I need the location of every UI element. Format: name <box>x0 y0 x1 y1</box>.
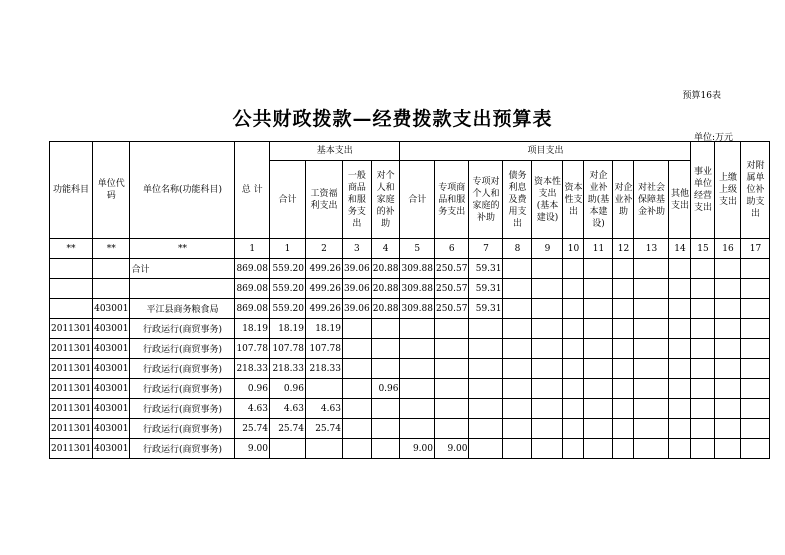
table-cell: 18.19 <box>235 319 270 339</box>
index-cell: ** <box>93 239 130 259</box>
table-cell <box>371 419 400 439</box>
table-cell: 25.74 <box>305 419 342 439</box>
table-cell <box>434 359 469 379</box>
table-cell <box>613 379 634 399</box>
table-row <box>50 339 770 359</box>
table-cell: 218.33 <box>305 359 342 379</box>
index-cell: ** <box>50 239 93 259</box>
table-cell <box>691 379 715 399</box>
table-cell <box>342 439 371 459</box>
index-cell: 14 <box>669 239 691 259</box>
table-cell: 403001 <box>93 379 130 399</box>
table-cell: 18.19 <box>305 319 342 339</box>
index-cell: 5 <box>400 239 435 259</box>
table-cell: 20.88 <box>371 259 400 279</box>
table-cell <box>503 359 532 379</box>
header-enterprise-basic: 对企业补助(基本建设) <box>584 161 613 239</box>
table-cell <box>741 339 770 359</box>
table-row <box>50 259 770 279</box>
table-cell: 20.88 <box>371 279 400 299</box>
table-cell: 2011301 <box>50 359 93 379</box>
table-cell <box>613 359 634 379</box>
table-cell <box>532 419 563 439</box>
table-cell <box>532 259 563 279</box>
table-cell <box>400 359 435 379</box>
table-cell <box>532 399 563 419</box>
table-cell <box>741 359 770 379</box>
table-cell <box>503 279 532 299</box>
header-project-total: 合计 <box>400 161 435 239</box>
unit-label: 单位:万元 <box>693 133 733 143</box>
table-cell <box>503 399 532 419</box>
table-row <box>50 439 770 459</box>
table-cell <box>563 379 584 399</box>
table-cell <box>584 379 613 399</box>
table-cell <box>691 259 715 279</box>
table-code: 预算16表 <box>682 91 721 101</box>
table-cell <box>563 419 584 439</box>
table-cell <box>469 379 503 399</box>
table-cell <box>563 299 584 319</box>
table-cell <box>563 439 584 459</box>
header-unit-code: 单位代码 <box>93 142 130 239</box>
table-cell <box>741 299 770 319</box>
table-cell: 499.26 <box>305 279 342 299</box>
table-cell <box>634 379 669 399</box>
table-cell <box>434 399 469 419</box>
table-cell: 499.26 <box>305 259 342 279</box>
table-cell <box>584 359 613 379</box>
table-cell <box>613 259 634 279</box>
table-cell <box>584 439 613 459</box>
table-cell <box>669 399 691 419</box>
table-cell <box>400 419 435 439</box>
table-cell: 2011301 <box>50 319 93 339</box>
table-cell <box>634 359 669 379</box>
table-cell <box>669 439 691 459</box>
table-cell: 403001 <box>93 419 130 439</box>
table-cell: 403001 <box>93 399 130 419</box>
table-cell <box>613 419 634 439</box>
table-cell <box>371 439 400 459</box>
table-cell <box>532 359 563 379</box>
table-cell: 403001 <box>93 359 130 379</box>
table-cell <box>342 379 371 399</box>
table-cell <box>715 359 741 379</box>
table-cell <box>691 339 715 359</box>
table-row <box>50 319 770 339</box>
table-cell: 869.08 <box>235 259 270 279</box>
table-cell <box>669 419 691 439</box>
table-cell <box>669 379 691 399</box>
table-cell <box>371 339 400 359</box>
index-cell: 3 <box>342 239 371 259</box>
table-cell: 59.31 <box>469 259 503 279</box>
table-cell <box>469 419 503 439</box>
table-cell <box>342 399 371 419</box>
table-cell <box>584 299 613 319</box>
table-cell: 行政运行(商贸事务) <box>130 319 235 339</box>
table-cell: 559.20 <box>269 259 305 279</box>
table-cell <box>469 439 503 459</box>
table-cell <box>584 399 613 419</box>
index-cell: 17 <box>741 239 770 259</box>
table-cell: 行政运行(商贸事务) <box>130 359 235 379</box>
table-row <box>50 299 770 319</box>
table-cell <box>634 439 669 459</box>
table-cell <box>715 279 741 299</box>
index-cell: 12 <box>613 239 634 259</box>
table-cell: 218.33 <box>235 359 270 379</box>
table-cell <box>715 379 741 399</box>
table-cell <box>305 439 342 459</box>
table-cell <box>434 419 469 439</box>
table-cell <box>715 419 741 439</box>
header-business: 事业单位经营支出 <box>691 142 715 239</box>
header-salary: 工资福利支出 <box>305 161 342 239</box>
table-cell <box>715 439 741 459</box>
table-cell: 250.57 <box>434 299 469 319</box>
table-cell <box>342 359 371 379</box>
table-cell <box>469 399 503 419</box>
table-cell: 869.08 <box>235 279 270 299</box>
table-cell <box>691 439 715 459</box>
header-total: 总 计 <box>235 142 270 239</box>
table-cell <box>741 379 770 399</box>
table-cell <box>584 319 613 339</box>
header-other: 其他支出 <box>669 161 691 239</box>
table-cell <box>741 319 770 339</box>
table-cell: 59.31 <box>469 279 503 299</box>
table-cell <box>305 379 342 399</box>
table-cell: 25.74 <box>235 419 270 439</box>
table-cell <box>715 299 741 319</box>
table-row <box>50 359 770 379</box>
table-cell <box>715 399 741 419</box>
table-cell: 25.74 <box>269 419 305 439</box>
table-body <box>50 259 770 459</box>
index-cell: 1 <box>235 239 270 259</box>
table-cell <box>634 319 669 339</box>
table-cell <box>715 339 741 359</box>
table-cell <box>584 419 613 439</box>
table-cell <box>50 279 93 299</box>
table-cell <box>563 339 584 359</box>
table-cell: 行政运行(商贸事务) <box>130 339 235 359</box>
table-cell: 39.06 <box>342 279 371 299</box>
table-cell: 309.88 <box>400 279 435 299</box>
table-cell <box>634 279 669 299</box>
table-cell <box>669 279 691 299</box>
table-cell <box>715 259 741 279</box>
table-cell <box>563 399 584 419</box>
table-row <box>50 379 770 399</box>
table-cell <box>613 279 634 299</box>
header-capital-basic: 资本性支出(基本建设) <box>532 161 563 239</box>
table-cell <box>371 359 400 379</box>
table-row <box>50 399 770 419</box>
table-cell: 559.20 <box>269 299 305 319</box>
table-cell: 0.96 <box>269 379 305 399</box>
table-cell <box>532 319 563 339</box>
table-cell: 合计 <box>130 259 235 279</box>
table-cell <box>50 299 93 319</box>
table-cell <box>741 399 770 419</box>
table-cell: 行政运行(商贸事务) <box>130 399 235 419</box>
table-cell <box>669 259 691 279</box>
table-cell <box>613 339 634 359</box>
table-cell <box>741 259 770 279</box>
header-basic-total: 合计 <box>269 161 305 239</box>
table-cell <box>400 379 435 399</box>
table-cell <box>532 439 563 459</box>
header-special-personal: 专项对个人和家庭的补助 <box>469 161 503 239</box>
index-cell: ** <box>130 239 235 259</box>
table-cell: 行政运行(商贸事务) <box>130 379 235 399</box>
table-cell <box>741 279 770 299</box>
table-cell <box>634 399 669 419</box>
page-title: 公共财政拨款—经费拨款支出预算表 <box>232 108 553 130</box>
table-cell: 4.63 <box>305 399 342 419</box>
index-cell: 9 <box>532 239 563 259</box>
index-cell: 11 <box>584 239 613 259</box>
table-cell: 403001 <box>93 299 130 319</box>
table-cell: 107.78 <box>235 339 270 359</box>
table-cell <box>584 259 613 279</box>
table-cell: 869.08 <box>235 299 270 319</box>
table-cell <box>741 419 770 439</box>
table-cell <box>469 319 503 339</box>
index-cell: 15 <box>691 239 715 259</box>
table-cell <box>563 319 584 339</box>
header-capital: 资本性支出 <box>563 161 584 239</box>
index-cell: 10 <box>563 239 584 259</box>
table-cell <box>584 339 613 359</box>
table-cell: 平江县商务粮食局 <box>130 299 235 319</box>
table-cell: 9.00 <box>400 439 435 459</box>
table-cell <box>669 299 691 319</box>
table-cell <box>503 439 532 459</box>
table-cell <box>400 399 435 419</box>
table-cell <box>469 359 503 379</box>
table-cell <box>691 399 715 419</box>
table-cell <box>503 339 532 359</box>
table-cell: 309.88 <box>400 299 435 319</box>
table-cell <box>532 339 563 359</box>
table-cell <box>691 359 715 379</box>
table-cell <box>269 439 305 459</box>
budget-table <box>49 141 770 459</box>
table-cell <box>342 339 371 359</box>
table-cell <box>669 319 691 339</box>
table-cell <box>634 299 669 319</box>
index-cell: 16 <box>715 239 741 259</box>
table-cell <box>634 339 669 359</box>
table-cell: 107.78 <box>269 339 305 359</box>
header-upper: 上缴上级支出 <box>715 142 741 239</box>
table-cell <box>613 439 634 459</box>
table-row <box>50 279 770 299</box>
table-cell: 250.57 <box>434 259 469 279</box>
table-cell: 107.78 <box>305 339 342 359</box>
table-cell: 2011301 <box>50 419 93 439</box>
header-enterprise: 对企业补助 <box>613 161 634 239</box>
header-basic: 基本支出 <box>269 142 400 161</box>
table-cell <box>130 279 235 299</box>
table-cell: 218.33 <box>269 359 305 379</box>
table-cell <box>669 339 691 359</box>
table-cell: 2011301 <box>50 379 93 399</box>
table-cell: 4.63 <box>269 399 305 419</box>
table-cell: 39.06 <box>342 299 371 319</box>
table-cell: 309.88 <box>400 259 435 279</box>
table-cell <box>434 379 469 399</box>
table-cell <box>691 319 715 339</box>
table-cell <box>503 299 532 319</box>
table-cell <box>634 259 669 279</box>
table-cell: 403001 <box>93 339 130 359</box>
table-cell: 499.26 <box>305 299 342 319</box>
table-cell <box>434 339 469 359</box>
table-cell: 2011301 <box>50 399 93 419</box>
header-goods: 一般商品和服务支出 <box>342 161 371 239</box>
header-social: 对社会保障基金补助 <box>634 161 669 239</box>
table-cell <box>563 259 584 279</box>
table-cell <box>371 399 400 419</box>
table-cell: 18.19 <box>269 319 305 339</box>
table-cell <box>503 379 532 399</box>
table-cell <box>93 259 130 279</box>
table-cell <box>532 299 563 319</box>
table-cell <box>584 279 613 299</box>
table-cell <box>532 279 563 299</box>
header-special-goods: 专项商品和服务支出 <box>434 161 469 239</box>
table-cell: 250.57 <box>434 279 469 299</box>
table-cell: 20.88 <box>371 299 400 319</box>
table-cell <box>613 299 634 319</box>
header-unit-name: 单位名称(功能科目) <box>130 142 235 239</box>
index-cell: 8 <box>503 239 532 259</box>
table-cell <box>400 319 435 339</box>
index-cell: 2 <box>305 239 342 259</box>
table-cell <box>503 259 532 279</box>
table-cell <box>342 419 371 439</box>
table-cell: 行政运行(商贸事务) <box>130 439 235 459</box>
table-cell: 403001 <box>93 319 130 339</box>
table-cell <box>715 319 741 339</box>
table-cell <box>93 279 130 299</box>
table-cell: 4.63 <box>235 399 270 419</box>
table-cell <box>503 419 532 439</box>
table-cell <box>613 399 634 419</box>
table-cell <box>342 319 371 339</box>
header-func-subject: 功能科目 <box>50 142 93 239</box>
index-cell: 4 <box>371 239 400 259</box>
header-debt: 债务利息及费用支出 <box>503 161 532 239</box>
table-cell <box>691 299 715 319</box>
table-row <box>50 419 770 439</box>
table-cell: 0.96 <box>371 379 400 399</box>
table-cell: 行政运行(商贸事务) <box>130 419 235 439</box>
table-cell: 2011301 <box>50 339 93 359</box>
index-cell: 13 <box>634 239 669 259</box>
header-subordinate: 对附属单位补助支出 <box>741 142 770 239</box>
table-cell <box>400 339 435 359</box>
table-cell: 0.96 <box>235 379 270 399</box>
table-cell <box>469 339 503 359</box>
table-cell: 403001 <box>93 439 130 459</box>
index-row <box>50 239 770 259</box>
table-cell <box>371 319 400 339</box>
table-cell <box>434 319 469 339</box>
table-cell: 9.00 <box>434 439 469 459</box>
header-personal: 对个人和家庭的补助 <box>371 161 400 239</box>
table-cell <box>503 319 532 339</box>
table-cell: 559.20 <box>269 279 305 299</box>
table-cell <box>691 419 715 439</box>
table-cell: 9.00 <box>235 439 270 459</box>
table-cell <box>613 319 634 339</box>
table-cell <box>50 259 93 279</box>
table-cell <box>741 439 770 459</box>
index-cell: 1 <box>269 239 305 259</box>
index-cell: 7 <box>469 239 503 259</box>
table-cell <box>563 279 584 299</box>
header-project: 项目支出 <box>400 142 691 161</box>
table-cell <box>563 359 584 379</box>
table-cell: 2011301 <box>50 439 93 459</box>
table-cell: 59.31 <box>469 299 503 319</box>
table-cell <box>532 379 563 399</box>
table-cell <box>691 279 715 299</box>
table-cell <box>634 419 669 439</box>
table-cell <box>669 359 691 379</box>
index-cell: 6 <box>434 239 469 259</box>
table-cell: 39.06 <box>342 259 371 279</box>
